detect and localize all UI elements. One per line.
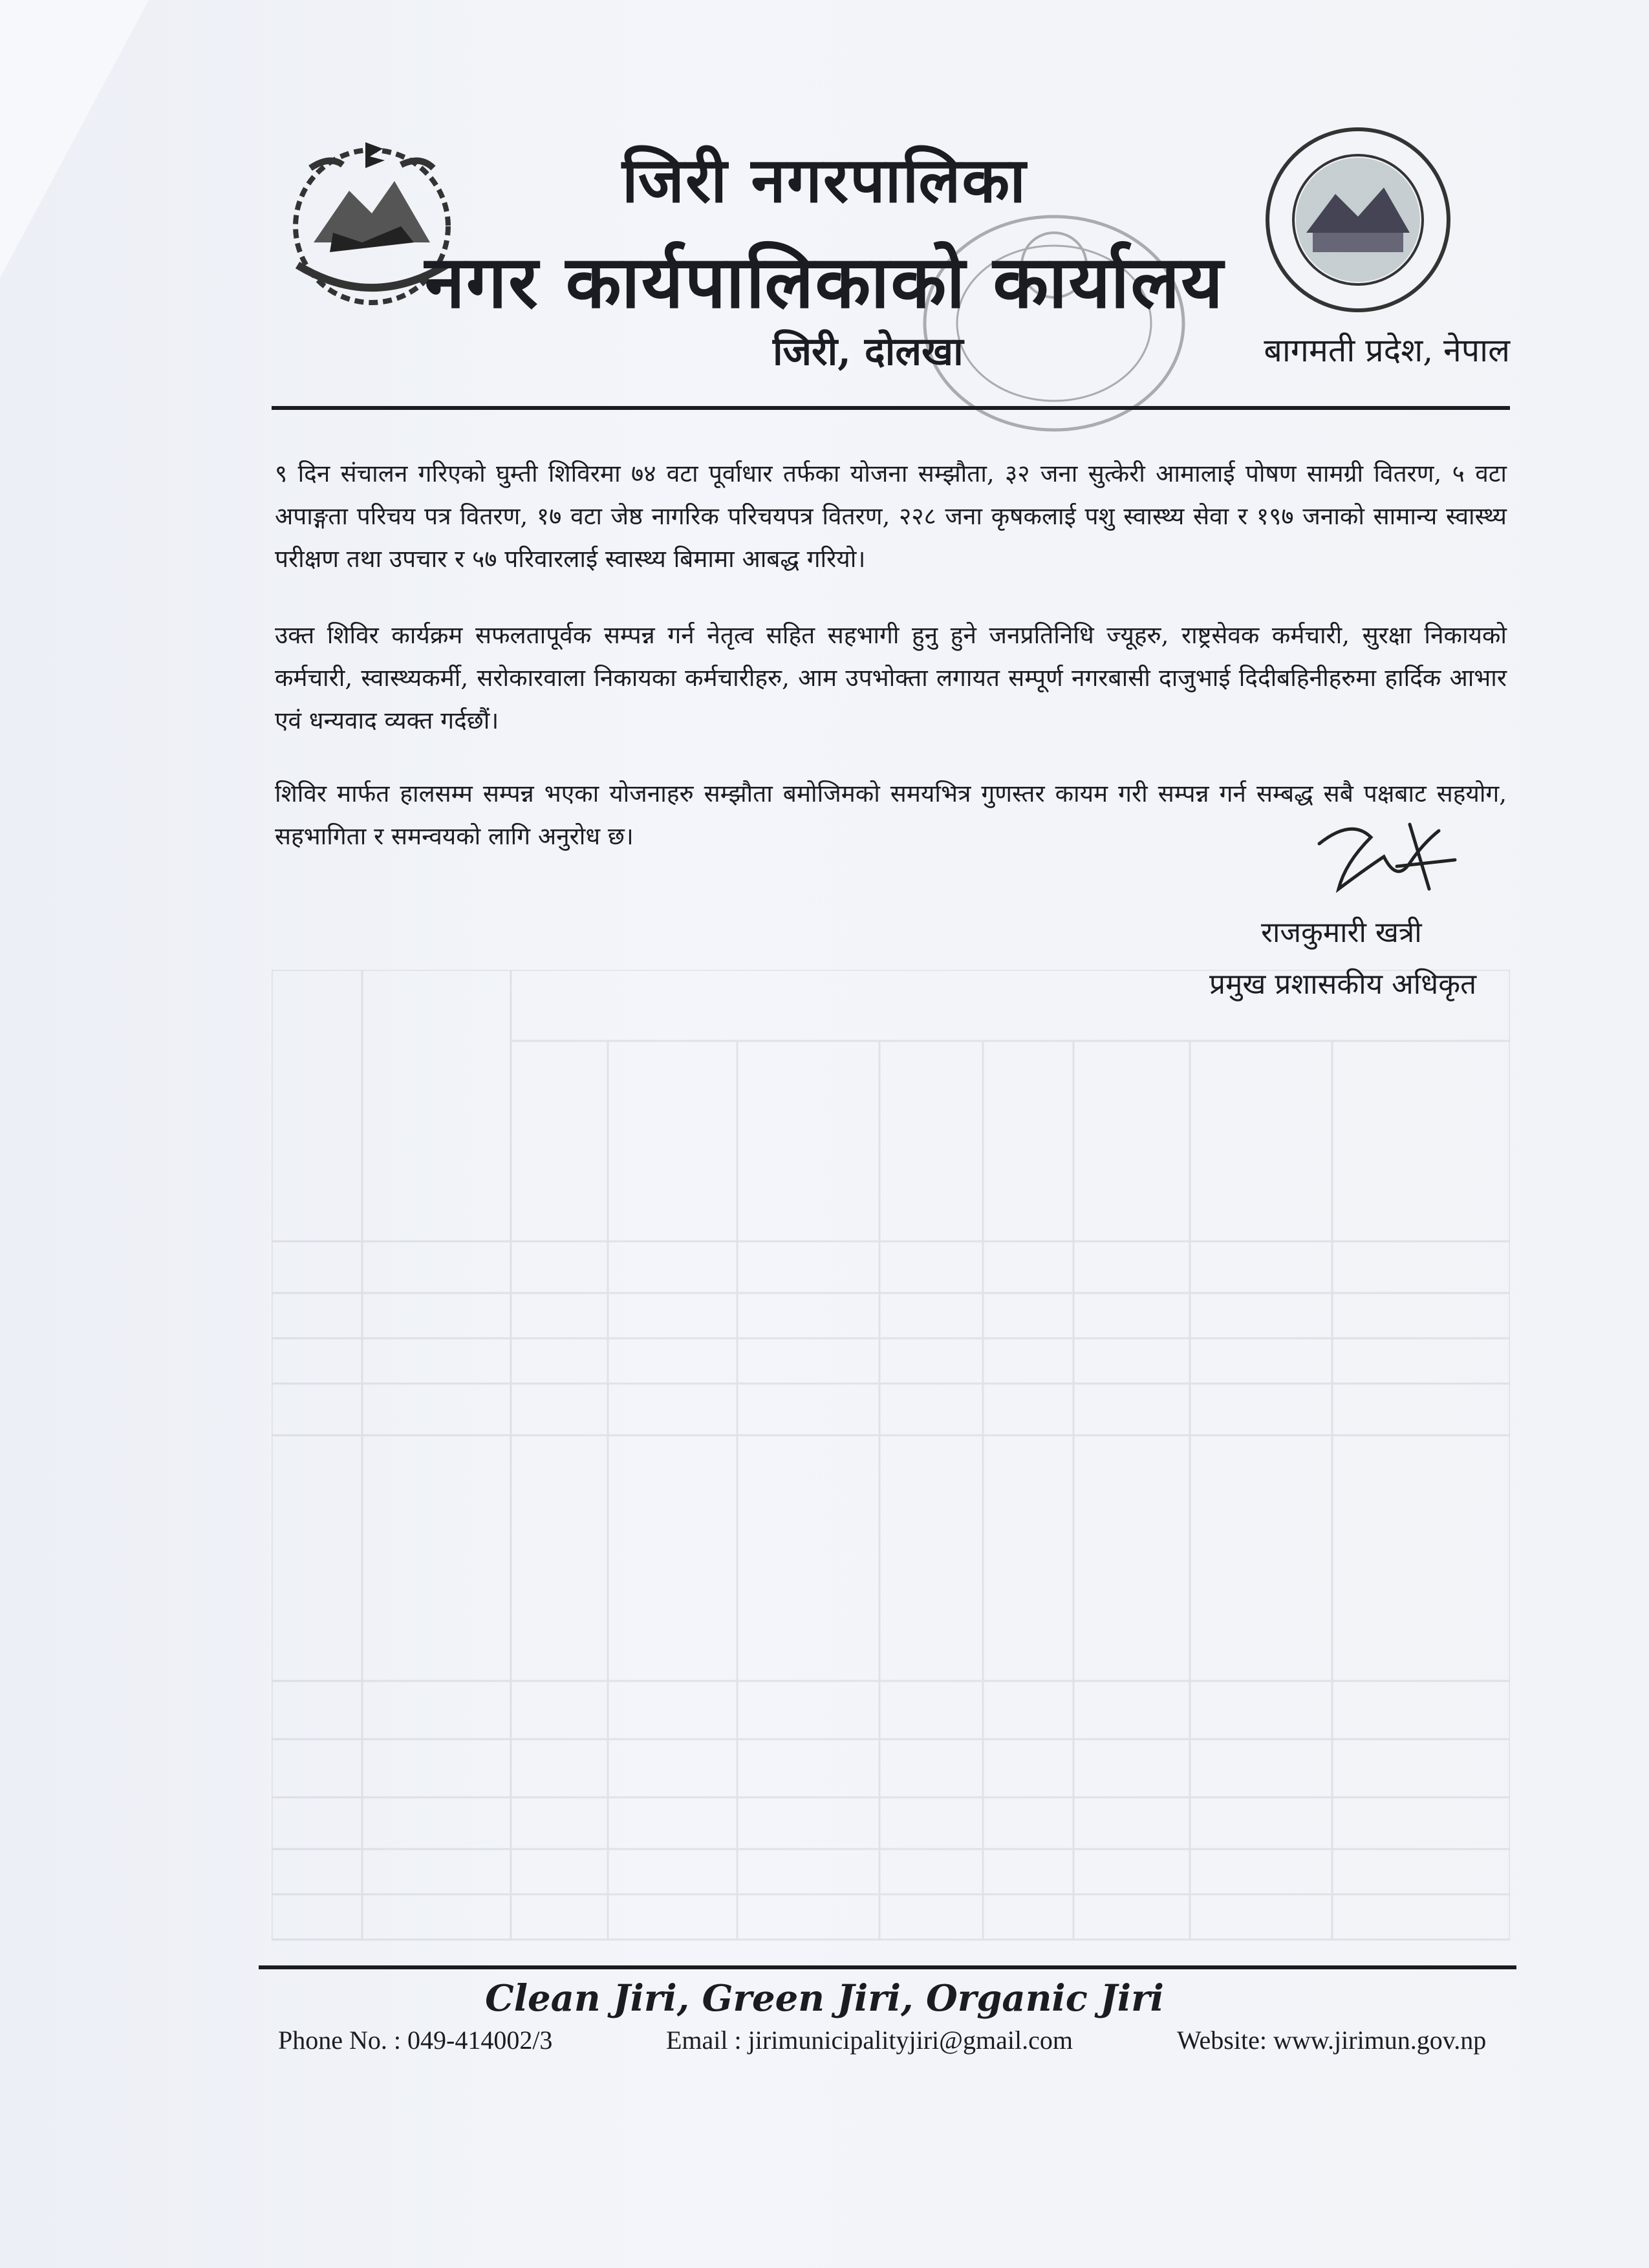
header-divider — [272, 406, 1510, 410]
show-through-table — [272, 970, 1510, 1959]
paragraph-camp-summary: ९ दिन संचालन गरिएको घुम्ती शिविरमा ७४ वटा पूर्वाधार तर्फका योजना सम्झौता, ३२ जना सुत्केरी आमालाई पोषण सामग्री वितरण, ५ वटा अपाङ्गता परिचय पत्र वितरण, १७ वटा जेष्ठ नागरिक परिचयपत्र वितरण, २२८ जना कृषकलाई पशु स्वास्थ्य सेवा र १९७ जनाको सामान्य स्वास्थ्य परीक्षण तथा उपचार र ५७ परिवारलाई स्वास्थ्य बिमामा आबद्ध गरियो। — [275, 460, 1507, 573]
phone-number: Phone No. : 049-414002/3 — [278, 2026, 553, 2055]
paragraph-request: शिविर मार्फत हालसम्म सम्पन्न भएका योजनाहरु सम्झौता बमोजिमको समयभित्र गुणस्तर कायम गरी सम्पन्न गर्न सम्बद्ध सबै पक्षबाट सहयोग, सहभागिता र समन्वयको लागि अनुरोध छ। — [275, 780, 1507, 850]
office-address: जिरी, दोलखा — [773, 329, 964, 374]
province-address: बागमती प्रदेश, नेपाल — [1264, 332, 1510, 369]
office-name: नगर कार्यपालिकाको कार्यालय — [424, 240, 1225, 325]
municipality-name: जिरी नगरपालिका — [621, 144, 1028, 217]
email-address: Email : jirimunicipalityjiri@gmail.com — [666, 2026, 1073, 2055]
signatory-name: राजकुमारी खत्री — [1261, 916, 1422, 949]
paragraph-thanks: उक्त शिविर कार्यक्रम सफलतापूर्वक सम्पन्न गर्न नेतृत्व सहित सहभागी हुनु हुने जनप्रतिनिधि ज्यूहरु, राष्ट्रसेवक कर्मचारी, सुरक्षा निकायको कर्मचारी, स्वास्थ्यकर्मी, सरोकारवाला निकायका कर्मचारीहरु, आम उपभोक्ता लगायत सम्पूर्ण नगरबासी दाजुभाई दिदीबहिनीहरुमा हार्दिक आभार एवं धन्यवाद व्यक्त गर्दछौं। — [275, 621, 1507, 734]
slogan: Clean Jiri, Green Jiri, Organic Jiri — [485, 1977, 1164, 2020]
footer-divider — [259, 1965, 1516, 1969]
signatory-title: प्रमुख प्रशासकीय अधिकृत — [1209, 968, 1477, 1001]
website-address: Website: www.jirimun.gov.np — [1177, 2026, 1487, 2055]
